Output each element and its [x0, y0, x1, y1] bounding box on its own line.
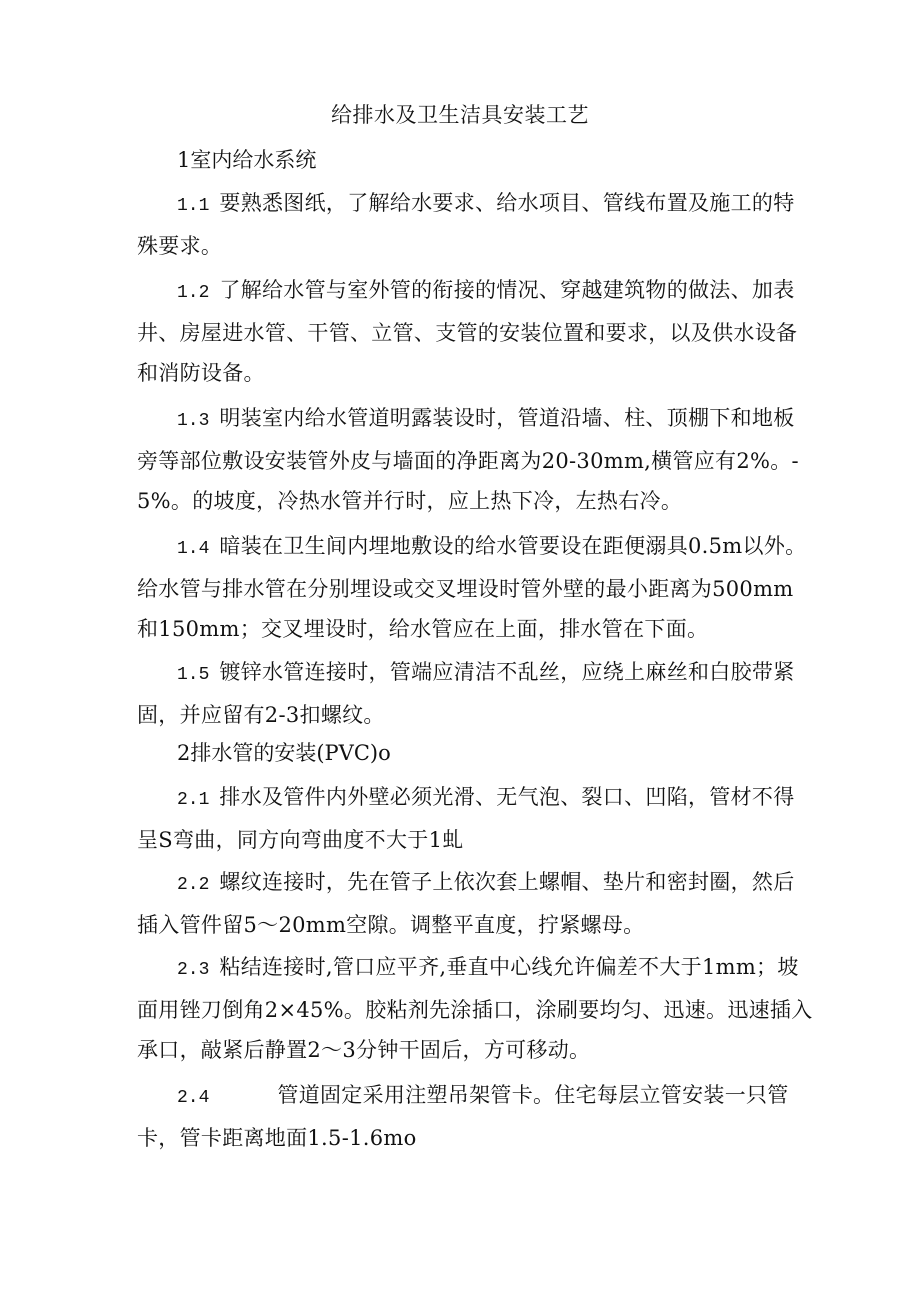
- clause-number: 2.3: [177, 960, 210, 980]
- clause-number: 2.2: [177, 875, 210, 895]
- paragraph: [137, 398, 813, 521]
- section-heading: 1室内给水系统: [177, 148, 317, 172]
- clause-text: 镀锌水管连接时，管端应清洁不乱丝，应绕上麻丝和白胶带紧固，并应留有2-3扣螺纹。: [137, 660, 795, 727]
- paragraph: [137, 947, 813, 1070]
- section-heading: 2排水管的安装(PVC)o: [177, 741, 391, 765]
- clause-number: 2.4: [177, 1088, 210, 1108]
- paragraph: [137, 777, 813, 860]
- clause-number: 2.1: [177, 790, 210, 810]
- paragraph: [137, 652, 813, 735]
- paragraph: [137, 1075, 813, 1158]
- clause-text: 暗装在卫生间内埋地敷设的给水管要设在距便溺具0.5m以外。给水管与排水管在分别埋设或交叉埋设时管外壁的最小距离为500mm和150mm；交叉埋设时，给水管应在上面，排水管在下面。: [137, 534, 807, 641]
- document-title: 给排水及卫生洁具安装工艺: [331, 103, 589, 127]
- clause-text: 粘结连接时,管口应平齐,垂直中心线允许偏差不大于1mm；坡面用锉刀倒角2×45%。胶粘剂先涂插口，涂刷要均匀、迅速。迅速插入承口，敲紧后静置2～3分钟干固后，方可移动。: [137, 955, 813, 1062]
- paragraph: [137, 526, 813, 649]
- clause-number: 1.2: [177, 283, 210, 303]
- paragraph: [137, 862, 813, 945]
- clause-number: 1.5: [177, 665, 210, 685]
- paragraph: [137, 183, 813, 266]
- clause-text: 了解给水管与室外管的衔接的情况、穿越建筑物的做法、加表井、房屋进水管、干管、立管、支管的安装位置和要求，以及供水设备和消防设备。: [137, 278, 798, 385]
- clause-text: 管道固定采用注塑吊架管卡。住宅每层立管安装一只管卡，管卡距离地面1.5-1.6mo: [137, 1083, 789, 1150]
- paragraph: [137, 270, 813, 393]
- clause-text: 要熟悉图纸，了解给水要求、给水项目、管线布置及施工的特殊要求。: [137, 191, 795, 258]
- clause-number: 1.3: [177, 411, 210, 431]
- clause-text: 明装室内给水管道明露装设时，管道沿墙、柱、顶棚下和地板旁等部位敷设安装管外皮与墙面的净距离为20-30mm,横管应有2%。-5%。的坡度，冷热水管并行时，应上热下冷，左热右冷。: [137, 406, 799, 513]
- clause-text: 排水及管件内外壁必须光滑、无气泡、裂口、凹陷，管材不得呈S弯曲，同方向弯曲度不大于1虬: [137, 785, 795, 852]
- clause-number: 1.1: [177, 196, 210, 216]
- clause-text: 螺纹连接时，先在管子上依次套上螺帽、垫片和密封圈，然后插入管件留5～20mm空隙。调整平直度，拧紧螺母。: [137, 870, 795, 937]
- clause-number: 1.4: [177, 539, 210, 559]
